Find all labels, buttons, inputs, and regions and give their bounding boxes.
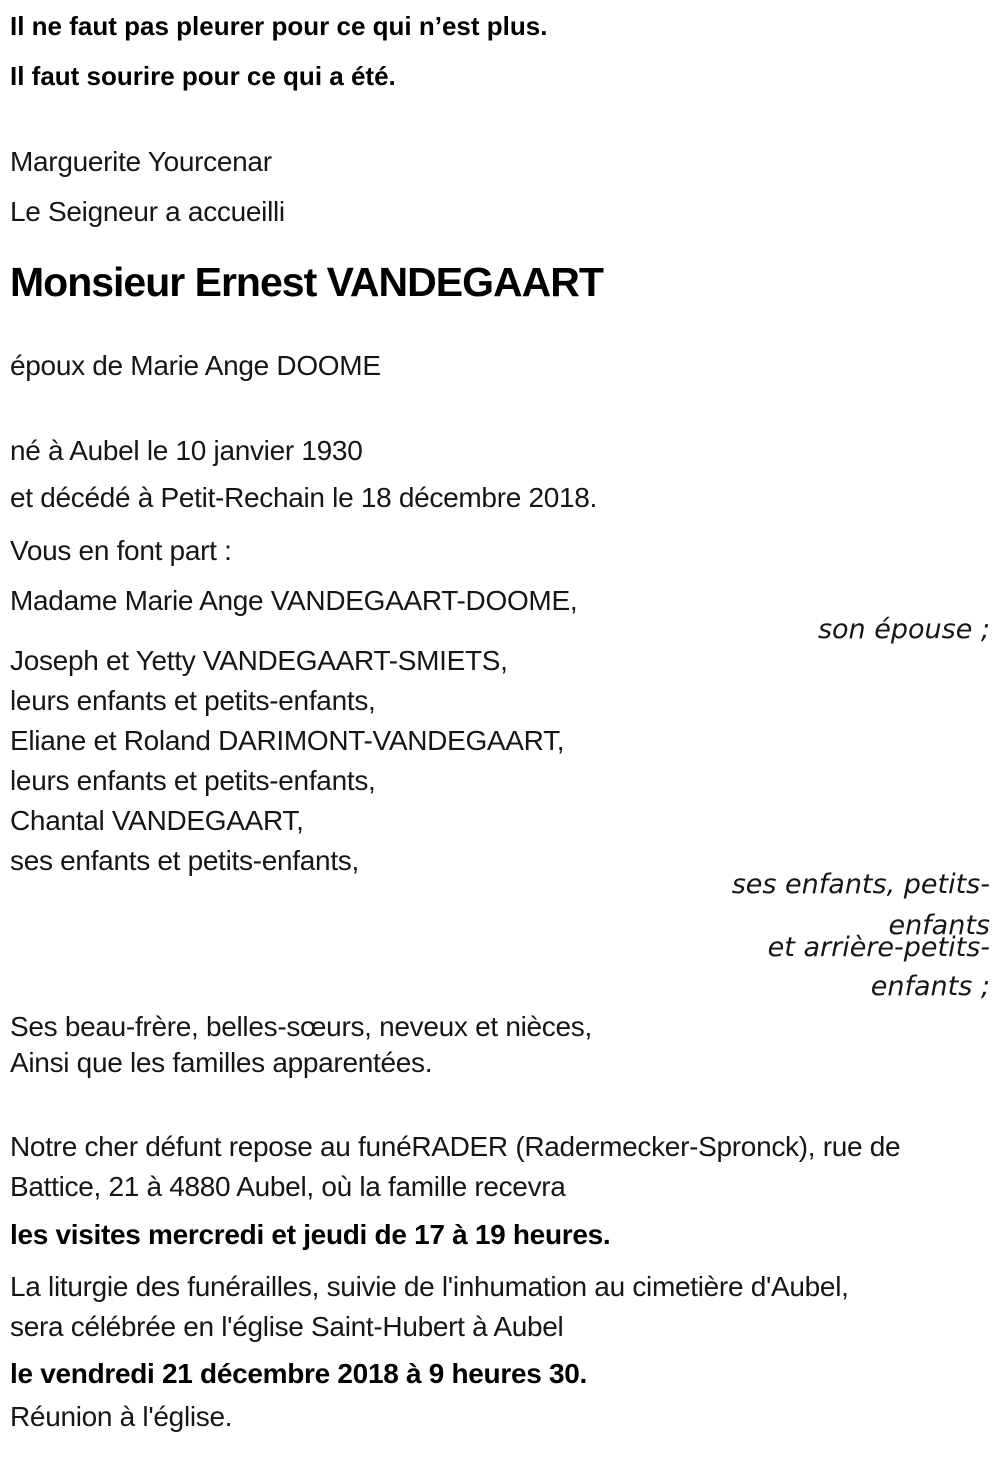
funeral-visits-line: les visites mercredi et jeudi de 17 à 19 heures. xyxy=(10,1219,611,1250)
lead-in-line: Le Seigneur a accueilli xyxy=(10,196,285,227)
funeral-liturgy-line-2: sera célébrée en l'église Saint-Hubert à Aubel xyxy=(10,1311,564,1342)
family-widow-role: son épouse ; xyxy=(817,614,990,645)
funeral-repose-line-2: Battice, 21 à 4880 Aubel, où la famille recevra xyxy=(10,1171,566,1202)
announcement-heading: Vous en font part : xyxy=(10,535,232,566)
family-children-role-line-2: enfants xyxy=(888,910,990,941)
family-child3-sub-line: ses enfants et petits-enfants, xyxy=(10,845,359,876)
family-children-role-line-1: ses enfants, petits- xyxy=(731,869,990,900)
family-related-families-line: Ainsi que les familles apparentées. xyxy=(10,1047,433,1078)
deceased-relation-line: époux de Marie Ange DOOME xyxy=(10,350,381,381)
funeral-ceremony-date-line: le vendredi 21 décembre 2018 à 9 heures 30. xyxy=(10,1358,588,1389)
funeral-repose-line-1: Notre cher défunt repose au funéRADER (Radermecker-Spronck), rue de xyxy=(10,1131,901,1162)
deceased-death-line: et décédé à Petit-Rechain le 18 décembre 2018. xyxy=(10,482,598,513)
page-title-deceased-name: Monsieur Ernest VANDEGAART xyxy=(10,259,603,305)
family-child3-line: Chantal VANDEGAART, xyxy=(10,805,304,836)
family-child2-sub-line: leurs enfants et petits-enfants, xyxy=(10,765,376,796)
epigraph-line-2: Il faut sourire pour ce qui a été. xyxy=(10,61,396,91)
family-relatives-line: Ses beau-frère, belles-sœurs, neveux et nièces, xyxy=(10,1011,592,1042)
family-child1-line: Joseph et Yetty VANDEGAART-SMIETS, xyxy=(10,645,508,676)
epigraph-author: Marguerite Yourcenar xyxy=(10,146,272,177)
funeral-meeting-line: Réunion à l'église. xyxy=(10,1401,233,1432)
family-child1-sub-line: leurs enfants et petits-enfants, xyxy=(10,685,376,716)
deceased-birth-line: né à Aubel le 10 janvier 1930 xyxy=(10,435,363,466)
family-children-role-line-3: et arrière-petits- xyxy=(767,932,990,963)
family-widow-line: Madame Marie Ange VANDEGAART-DOOME, xyxy=(10,585,578,616)
family-child2-line: Eliane et Roland DARIMONT-VANDEGAART, xyxy=(10,725,565,756)
epigraph-line-1: Il ne faut pas pleurer pour ce qui n’est plus. xyxy=(10,11,548,41)
funeral-liturgy-line-1: La liturgie des funérailles, suivie de l'inhumation au cimetière d'Aubel, xyxy=(10,1271,849,1302)
family-children-role-line-4: enfants ; xyxy=(870,971,990,1002)
